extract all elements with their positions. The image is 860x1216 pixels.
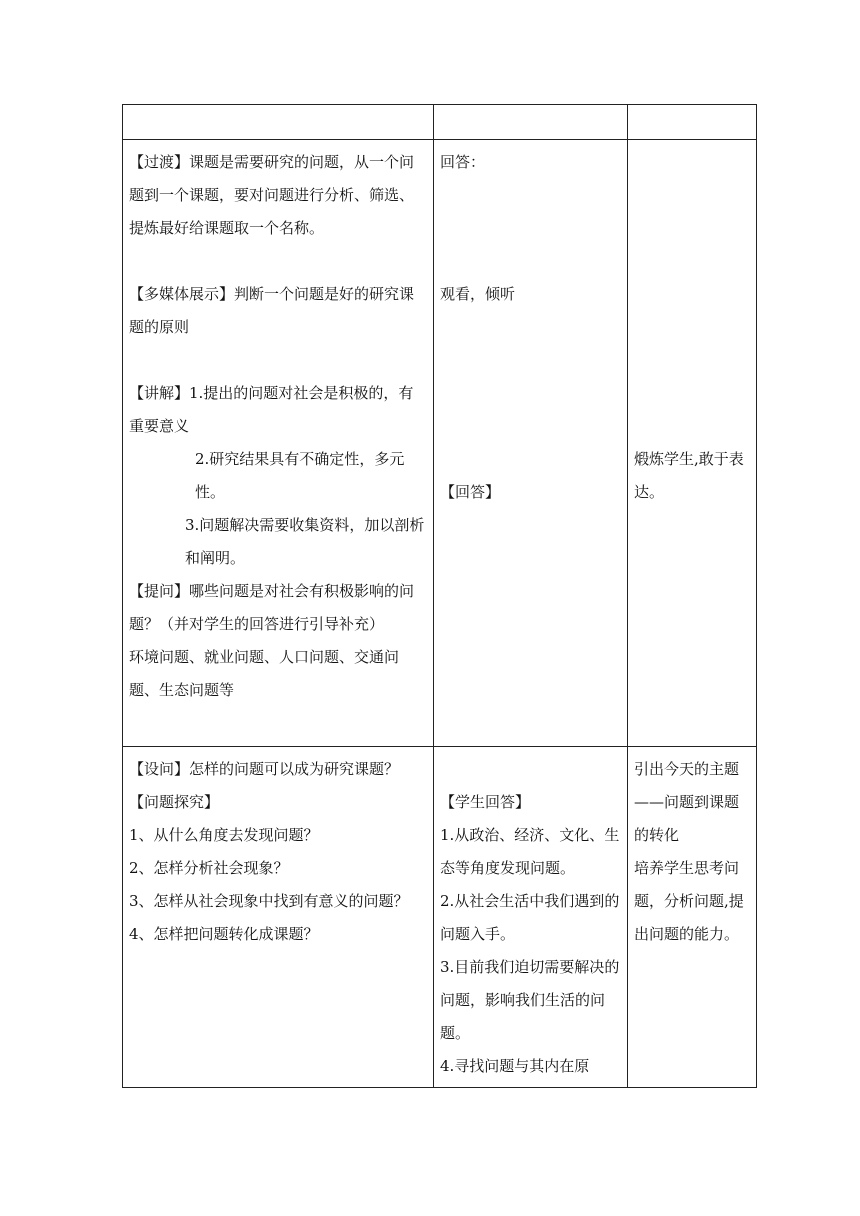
student-activity-cell: [434, 140, 628, 747]
empty-cell: [434, 105, 628, 140]
student-answer-heading: 【学生回答】: [440, 793, 531, 811]
answer-label: 回答：: [440, 153, 486, 171]
inquiry-item-4: 4、怎样把问题转化成课题？: [129, 925, 319, 943]
design-intent-text: 煅炼学生,敢于表达。: [634, 450, 744, 501]
lesson-plan-table: [122, 104, 757, 1088]
teacher-activity-cell: [123, 140, 434, 747]
watch-listen-text: 观看，倾听: [440, 285, 516, 303]
inquiry-item-3: 3、怎样从社会现象中找到有意义的问题？: [129, 892, 409, 910]
explain-point-3: 3.问题解决需要收集资料，加以剖析和阐明。: [185, 516, 425, 567]
empty-cell: [628, 105, 757, 140]
teacher-activity-cell: [123, 747, 434, 1088]
student-answer-3: 3.目前我们迫切需要解决的问题，影响我们生活的问题。: [440, 958, 620, 1042]
inquiry-heading: 【问题探究】: [129, 793, 220, 811]
student-answer-1: 1.从政治、经济、文化、生态等角度发现问题。: [440, 826, 620, 877]
empty-cell: [123, 105, 434, 140]
set-question-text: 【设问】怎样的问题可以成为研究课题？: [129, 760, 400, 778]
student-answer-2: 2.从社会生活中我们遇到的问题入手。: [440, 892, 620, 943]
question-text: 【提问】哪些问题是对社会有积极影响的问题？（并对学生的回答进行引导补充）: [129, 582, 415, 633]
multimedia-text: 【多媒体展示】判断一个问题是好的研究课题的原则: [129, 285, 415, 336]
student-answer-4: 4.寻找问题与其内在原: [440, 1057, 590, 1075]
design-intent-cell: [628, 140, 757, 747]
table-row: [123, 140, 757, 747]
examples-text: 环境问题、就业问题、人口问题、交通问题、生态问题等: [129, 648, 400, 699]
design-intent-text-1: 引出今天的主题——问题到课题的转化: [634, 760, 740, 844]
student-activity-cell: [434, 747, 628, 1088]
explain-point-1: 【讲解】1.提出的问题对社会是积极的，有重要意义: [129, 384, 414, 435]
explain-point-2: 2.研究结果具有不确定性，多元性。: [195, 450, 405, 501]
table-header-row: [123, 105, 757, 140]
design-intent-text-2: 培养学生思考问题，分析问题,提出问题的能力。: [634, 859, 744, 943]
inquiry-item-2: 2、怎样分析社会现象？: [129, 859, 289, 877]
answer-bracket-label: 【回答】: [440, 483, 501, 501]
inquiry-item-1: 1、从什么角度去发现问题？: [129, 826, 319, 844]
design-intent-cell: [628, 747, 757, 1088]
table-row: [123, 747, 757, 1088]
transition-text: 【过渡】课题是需要研究的问题，从一个问题到一个课题，要对问题进行分析、筛选、提炼最好给课题取一个名称。: [129, 153, 415, 237]
